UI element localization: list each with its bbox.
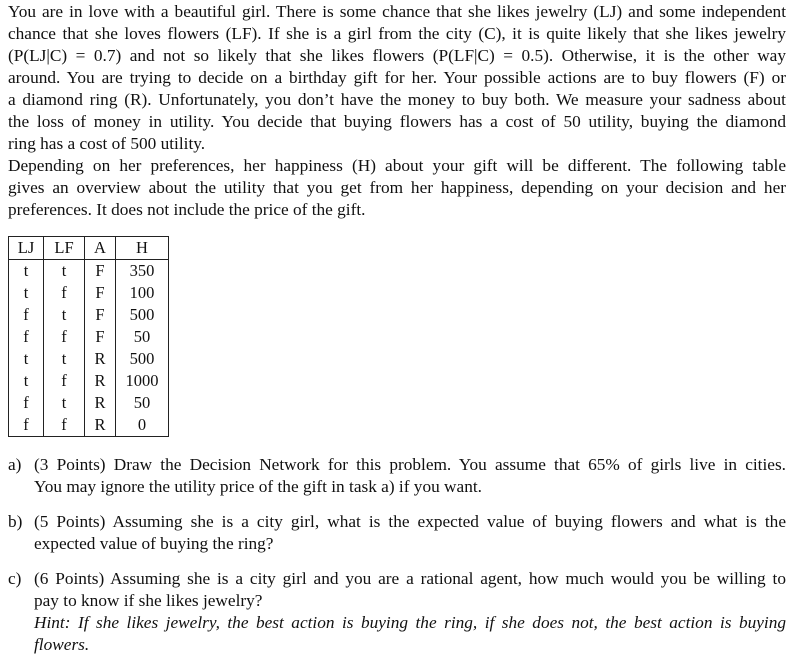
cell-a: R (85, 392, 116, 414)
text-line: Depending on her preferences, her happiness (H) about your gift will be different. The following table (8, 156, 786, 175)
cell-h: 500 (116, 348, 169, 370)
cell-lj: f (9, 414, 44, 437)
table-row (9, 260, 169, 283)
hint-text: flowers. (34, 635, 90, 654)
cell-h: 100 (116, 282, 169, 304)
task-c (8, 568, 786, 656)
cell-lj: t (9, 260, 44, 283)
problem-statement (8, 1, 786, 221)
text-line: pay to know if she likes jewelry? (34, 591, 263, 610)
text-line: gives an overview about the utility that you get from her happiness, depending on your decision and her (8, 178, 786, 197)
text-line: chance that she loves flowers (LF). If she is a girl from the city (C), it is quite likely that she likes jewelry (8, 24, 786, 43)
text-line: the loss of money in utility. You decide that buying flowers has a cost of 50 utility, buying the diamond (8, 112, 786, 131)
text-line: preferences. It does not include the price of the gift. (8, 200, 366, 219)
cell-h: 1000 (116, 370, 169, 392)
cell-a: R (85, 348, 116, 370)
cell-a: R (85, 414, 116, 437)
task-a (8, 454, 786, 498)
cell-lj: f (9, 392, 44, 414)
cell-lf: f (44, 414, 85, 437)
cell-lj: f (9, 326, 44, 348)
header-lj: LJ (9, 237, 44, 260)
table-row (9, 282, 169, 304)
text-line: (3 Points) Draw the Decision Network for this problem. You assume that 65% of girls live in cities. (34, 455, 786, 474)
cell-h: 350 (116, 260, 169, 283)
cell-a: F (85, 282, 116, 304)
cell-a: R (85, 370, 116, 392)
cell-lf: f (44, 370, 85, 392)
cell-h: 0 (116, 414, 169, 437)
intro-paragraph-2 (8, 155, 786, 221)
cell-lf: t (44, 348, 85, 370)
text-line: (P(LJ|C) = 0.7) and not so likely that she likes flowers (P(LF|C) = 0.5). Otherwise, it is the other way (8, 46, 786, 65)
text-line: You may ignore the utility price of the gift in task a) if you want. (34, 477, 482, 496)
text-line: ring has a cost of 500 utility. (8, 134, 206, 153)
task-label: b) (8, 512, 23, 531)
cell-lf: t (44, 392, 85, 414)
task-list (8, 454, 786, 669)
cell-h: 500 (116, 304, 169, 326)
text-line: You are in love with a beautiful girl. There is some chance that she likes jewelry (LJ) and some independent (8, 2, 786, 21)
cell-lf: t (44, 304, 85, 326)
header-h: H (116, 237, 169, 260)
cell-lf: f (44, 282, 85, 304)
table-header-row (9, 237, 169, 260)
text-line: (6 Points) Assuming she is a city girl and you are a rational agent, how much would you be willing to (34, 569, 786, 588)
text-line: expected value of buying the ring? (34, 534, 274, 553)
cell-lj: f (9, 304, 44, 326)
hint-text: Hint: If she likes jewelry, the best action is buying the ring, if she does not, the best action is buying (34, 613, 786, 632)
table-row (9, 414, 169, 437)
table-row (9, 326, 169, 348)
cell-a: F (85, 260, 116, 283)
cell-lj: t (9, 348, 44, 370)
text-line: (5 Points) Assuming she is a city girl, what is the expected value of buying flowers and what is the (34, 512, 786, 531)
task-b (8, 511, 786, 555)
header-lf: LF (44, 237, 85, 260)
cell-lf: t (44, 260, 85, 283)
intro-paragraph-1 (8, 1, 786, 155)
cell-lj: t (9, 370, 44, 392)
utility-table (8, 236, 169, 437)
cell-h: 50 (116, 392, 169, 414)
cell-lj: t (9, 282, 44, 304)
cell-a: F (85, 326, 116, 348)
table-row (9, 370, 169, 392)
task-label: c) (8, 569, 22, 588)
text-line: a diamond ring (R). Unfortunately, you don’t have the money to buy both. We measure your sadness about (8, 90, 786, 109)
text-line: around. You are trying to decide on a birthday gift for her. Your possible actions are to buy flowers (F) or (8, 68, 786, 87)
table-row (9, 392, 169, 414)
task-label: a) (8, 455, 22, 474)
cell-lf: f (44, 326, 85, 348)
cell-a: F (85, 304, 116, 326)
table-row (9, 348, 169, 370)
cell-h: 50 (116, 326, 169, 348)
header-a: A (85, 237, 116, 260)
table-row (9, 304, 169, 326)
